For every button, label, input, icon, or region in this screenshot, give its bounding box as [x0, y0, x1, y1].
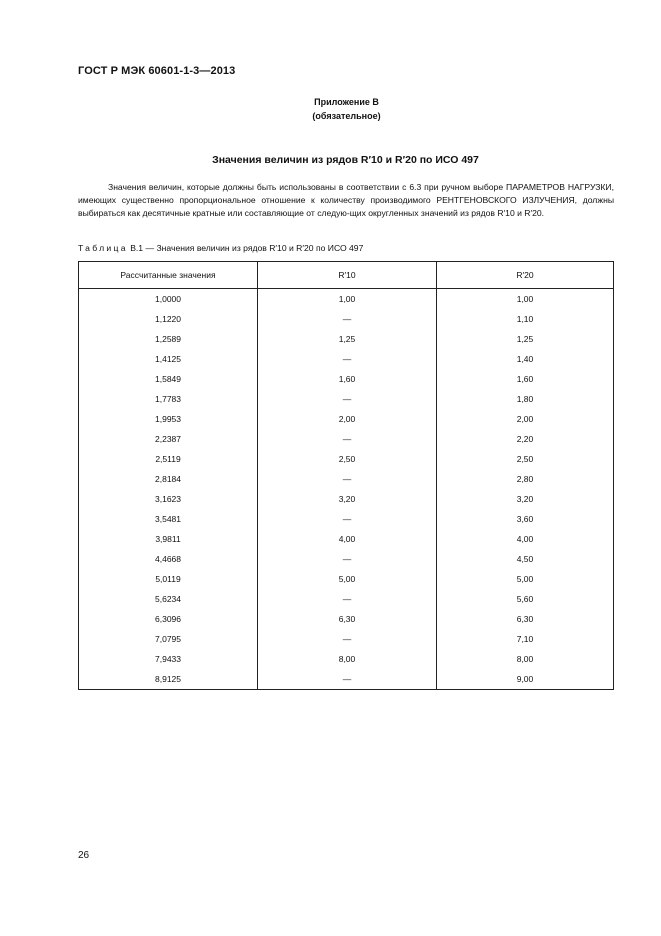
table-row — [79, 369, 614, 389]
cell-r10: — — [258, 349, 437, 369]
cell-calculated: 3,9811 — [79, 529, 258, 549]
cell-r20: 4,00 — [437, 529, 614, 549]
cell-r10: 3,20 — [258, 489, 437, 509]
cell-r10: — — [258, 429, 437, 449]
cell-r20: 2,20 — [437, 429, 614, 449]
cell-r20: 7,10 — [437, 629, 614, 649]
page-number: 26 — [78, 850, 90, 861]
cell-calculated: 1,4125 — [79, 349, 258, 369]
table-row — [79, 409, 614, 429]
table-row — [79, 469, 614, 489]
cell-r20: 1,00 — [437, 289, 614, 310]
table-row — [79, 449, 614, 469]
table-row — [79, 609, 614, 629]
table-row — [79, 629, 614, 649]
cell-r10: 5,00 — [258, 569, 437, 589]
table-row — [79, 649, 614, 669]
cell-r20: 1,40 — [437, 349, 614, 369]
table-row — [79, 289, 614, 310]
cell-r10: 1,25 — [258, 329, 437, 349]
cell-calculated: 1,2589 — [79, 329, 258, 349]
cell-r10: 1,00 — [258, 289, 437, 310]
cell-r10: 2,50 — [258, 449, 437, 469]
cell-calculated: 5,0119 — [79, 569, 258, 589]
cell-calculated: 1,1220 — [79, 309, 258, 329]
table-row — [79, 309, 614, 329]
cell-r10: 8,00 — [258, 649, 437, 669]
cell-calculated: 1,0000 — [79, 289, 258, 310]
document-code: ГОСТ Р МЭК 60601-1-3—2013 — [78, 65, 236, 77]
cell-r20: 1,60 — [437, 369, 614, 389]
table-header-row — [79, 262, 614, 289]
cell-r10: — — [258, 549, 437, 569]
cell-r20: 1,10 — [437, 309, 614, 329]
cell-r20: 2,00 — [437, 409, 614, 429]
cell-calculated: 3,1623 — [79, 489, 258, 509]
cell-calculated: 7,0795 — [79, 629, 258, 649]
table-row — [79, 589, 614, 609]
table-caption-prefix: Таблица — [78, 243, 128, 253]
table-row — [79, 329, 614, 349]
cell-r10: — — [258, 589, 437, 609]
table-row — [79, 529, 614, 549]
table-body — [79, 289, 614, 690]
cell-r10: — — [258, 389, 437, 409]
table-row — [79, 349, 614, 369]
table-row — [79, 669, 614, 690]
appendix-status: (обязательное) — [312, 111, 381, 121]
section-title: Значения величин из рядов R′10 и R′20 по ИСО 497 — [212, 154, 479, 166]
values-table — [78, 261, 614, 690]
cell-calculated: 1,9953 — [79, 409, 258, 429]
column-header-calculated: Рассчитанные значения — [79, 262, 258, 289]
cell-calculated: 1,5849 — [79, 369, 258, 389]
cell-r10: 4,00 — [258, 529, 437, 549]
cell-r20: 1,80 — [437, 389, 614, 409]
table-row — [79, 509, 614, 529]
cell-r10: 1,60 — [258, 369, 437, 389]
cell-calculated: 2,2387 — [79, 429, 258, 449]
cell-calculated: 7,9433 — [79, 649, 258, 669]
cell-r20: 8,00 — [437, 649, 614, 669]
cell-calculated: 3,5481 — [79, 509, 258, 529]
column-header-r20: R′20 — [437, 262, 614, 289]
appendix-label: Приложение В — [314, 97, 379, 107]
cell-r10: — — [258, 669, 437, 690]
cell-r10: — — [258, 469, 437, 489]
cell-r20: 1,25 — [437, 329, 614, 349]
cell-calculated: 4,4668 — [79, 549, 258, 569]
body-paragraph: Значения величин, которые должны быть использованы в соответствии с 6.3 при ручном выборе ПАРАМЕТРОВ НАГРУЗКИ, имеющих существенно пропорциональное отношение к количеству производимого РЕНТГЕНОВСКОГО ИЗЛУЧЕНИЯ, должны выбираться как десятичные кратные или составляющие от следую-щих округленных значений из рядов R′10 и R′20. — [78, 182, 614, 218]
cell-calculated: 1,7783 — [79, 389, 258, 409]
cell-r10: 6,30 — [258, 609, 437, 629]
cell-calculated: 2,8184 — [79, 469, 258, 489]
cell-calculated: 2,5119 — [79, 449, 258, 469]
appendix-heading — [0, 95, 661, 123]
cell-r20: 5,60 — [437, 589, 614, 609]
cell-r10: 2,00 — [258, 409, 437, 429]
column-header-r10: R′10 — [258, 262, 437, 289]
cell-calculated: 5,6234 — [79, 589, 258, 609]
cell-r10: — — [258, 309, 437, 329]
table-row — [79, 389, 614, 409]
cell-r20: 9,00 — [437, 669, 614, 690]
cell-r20: 4,50 — [437, 549, 614, 569]
cell-r20: 2,50 — [437, 449, 614, 469]
table-row — [79, 569, 614, 589]
cell-r20: 3,20 — [437, 489, 614, 509]
table-row — [79, 549, 614, 569]
cell-r10: — — [258, 629, 437, 649]
table-caption — [78, 243, 363, 253]
cell-calculated: 6,3096 — [79, 609, 258, 629]
cell-r20: 5,00 — [437, 569, 614, 589]
table-row — [79, 429, 614, 449]
cell-r20: 2,80 — [437, 469, 614, 489]
cell-r20: 3,60 — [437, 509, 614, 529]
table-caption-text: В.1 — Значения величин из рядов R′10 и R′20 по ИСО 497 — [130, 243, 364, 253]
cell-r10: — — [258, 509, 437, 529]
cell-calculated: 8,9125 — [79, 669, 258, 690]
cell-r20: 6,30 — [437, 609, 614, 629]
table-row — [79, 489, 614, 509]
